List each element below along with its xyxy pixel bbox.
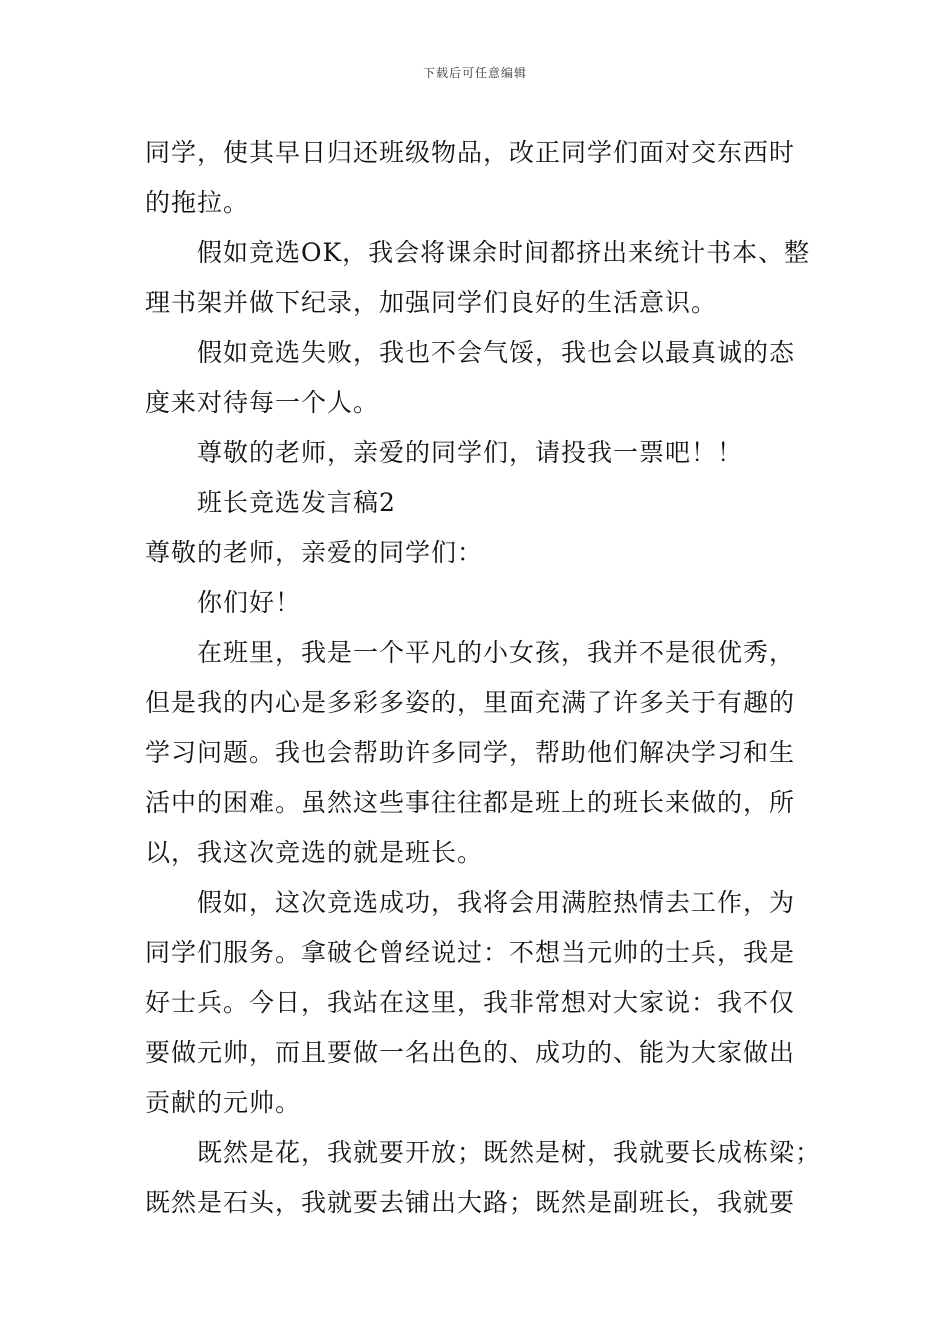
text-line: 以，我这次竞选的就是班长。	[145, 838, 484, 867]
greeting: 你们好！	[197, 588, 302, 617]
section-heading: 班长竞选发言稿2	[197, 488, 396, 517]
text-line: 的拖拉。	[145, 188, 250, 217]
text-line: 假如，这次竞选成功，我将会用满腔热情去工作，为	[197, 888, 796, 917]
text-line: 要做元帅，而且要做一名出色的、成功的、能为大家做出	[145, 1038, 796, 1067]
text-line: 好士兵。今日，我站在这里，我非常想对大家说：我不仅	[145, 988, 796, 1017]
text-line: 度来对待每一个人。	[145, 388, 380, 417]
text-line: 同学，使其早日归还班级物品，改正同学们面对交东西时	[145, 138, 796, 167]
text-line: 在班里，我是一个平凡的小女孩，我并不是很优秀，	[197, 638, 796, 667]
text-line: 贡献的元帅。	[145, 1088, 302, 1117]
page-header: 下载后可任意编辑	[422, 66, 527, 80]
document-body	[145, 128, 825, 1228]
text-line: 活中的困难。虽然这些事往往都是班上的班长来做的，所	[145, 788, 796, 817]
text-line: 同学们服务。拿破仑曾经说过：不想当元帅的士兵，我是	[145, 938, 796, 967]
text-line: 理书架并做下纪录，加强同学们良好的生活意识。	[145, 288, 718, 317]
text-line: 但是我的内心是多彩多姿的，里面充满了许多关于有趣的	[145, 688, 796, 717]
text-line: 既然是花，我就要开放；既然是树，我就要长成栋梁；	[197, 1138, 822, 1167]
text-line: 学习问题。我也会帮助许多同学，帮助他们解决学习和生	[145, 738, 796, 767]
text-line: 假如竞选失败，我也不会气馁，我也会以最真诚的态	[197, 338, 796, 367]
salutation: 尊敬的老师，亲爱的同学们：	[145, 538, 484, 567]
text-line: 既然是石头，我就要去铺出大路；既然是副班长，我就要	[145, 1188, 796, 1217]
text-line: 假如竞选OK，我会将课余时间都挤出来统计书本、整	[197, 238, 811, 267]
text-line: 尊敬的老师，亲爱的同学们，请投我一票吧！！	[197, 438, 744, 467]
